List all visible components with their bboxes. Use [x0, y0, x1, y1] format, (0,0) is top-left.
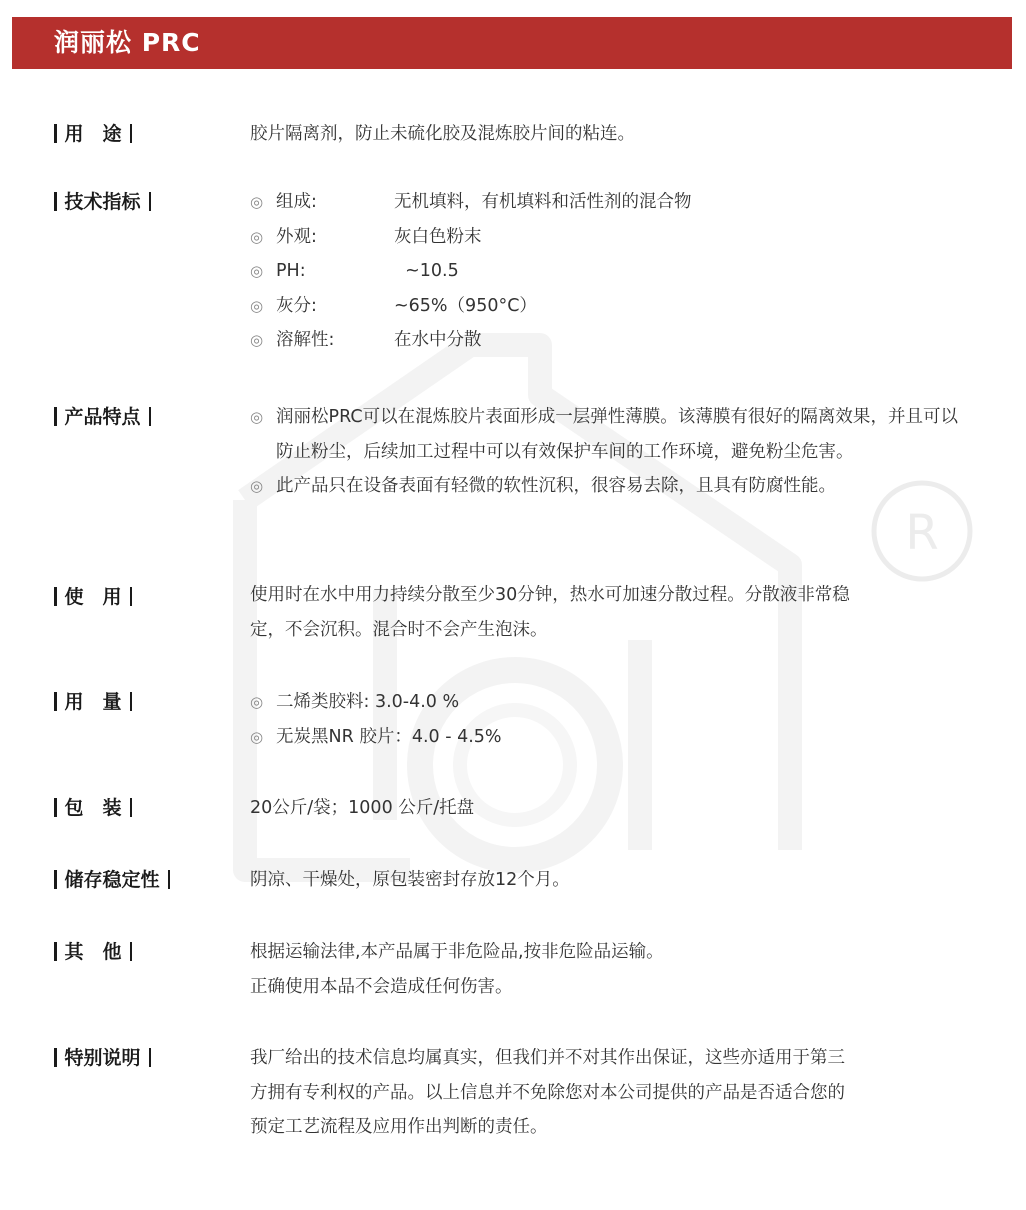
feature-item: ◎ 此产品只在设备表面有轻微的软性沉积，很容易去除，且具有防腐性能。	[250, 469, 958, 504]
dosage-item: ◎ 二烯类胶料: 3.0-4.0 %	[250, 685, 962, 720]
title-banner	[12, 17, 1012, 69]
feature-item: ◎ 润丽松PRC可以在混炼胶片表面形成一层弹性薄膜。该薄膜有很好的隔离效果，并且可以防止粉尘，后续加工过程中可以有效保护车间的工作环境，避免粉尘危害。	[250, 400, 958, 469]
double-circle-icon: ◎	[250, 727, 264, 746]
spec-item: ◎ PH: ~10.5	[250, 254, 962, 289]
double-circle-icon: ◎	[250, 408, 264, 426]
double-circle-icon: ◎	[250, 477, 264, 495]
double-circle-icon: ◎	[250, 262, 264, 280]
double-circle-icon: ◎	[250, 227, 264, 246]
spec-item: ◎ 组成: 无机填料，有机填料和活性剂的混合物	[250, 185, 962, 220]
section-label: 其 他	[54, 937, 132, 967]
label-right-bar	[130, 124, 133, 143]
use-content: 使用时在水中用力持续分散至少30分钟，热水可加速分散过程。分散液非常稳 定，不会沉积。混合时不会产生泡沫。	[250, 585, 850, 640]
spec-item: ◎ 溶解性: 在水中分散	[250, 323, 962, 358]
storage-content: 阴凉、干燥处，原包装密封存放12个月。	[250, 870, 570, 890]
usage-content: 胶片隔离剂，防止未硫化胶及混炼胶片间的粘连。	[250, 124, 635, 144]
svg-text:R: R	[905, 505, 939, 561]
section-label: 用 量	[54, 687, 132, 717]
other-content: 根据运输法律,本产品属于非危险品,按非危险品运输。 正确使用本品不会造成任何伤害。	[250, 942, 664, 997]
section-label: 使 用	[54, 582, 132, 612]
features-list	[250, 400, 958, 504]
section-label: 技术指标	[54, 187, 151, 217]
double-circle-icon: ◎	[250, 331, 264, 349]
section-label: 特别说明	[54, 1043, 151, 1073]
packing-content: 20公斤/袋；1000 公斤/托盘	[250, 798, 475, 818]
label-left-bar	[54, 124, 57, 143]
spec-item: ◎ 外观: 灰白色粉末	[250, 220, 962, 255]
section-label: 包 装	[54, 793, 132, 823]
section-label: 储存稳定性	[54, 865, 170, 895]
spec-item: ◎ 灰分: ~65%（950°C）	[250, 289, 962, 324]
double-circle-icon: ◎	[250, 296, 264, 315]
dosage-item: ◎ 无炭黑NR 胶片：4.0 - 4.5%	[250, 720, 962, 755]
double-circle-icon: ◎	[250, 693, 264, 711]
dosage-list	[250, 685, 962, 754]
product-title: 润丽松 PRC	[54, 28, 201, 57]
specs-list	[250, 185, 962, 358]
section-label: 用 途	[54, 119, 132, 149]
double-circle-icon: ◎	[250, 193, 264, 211]
note-content: 我厂给出的技术信息均属真实，但我们并不对其作出保证，这些亦适用于第三 方拥有专利权的产品。以上信息并不免除您对本公司提供的产品是否适合您的 预定工艺流程及应用作出判断的责任。	[250, 1048, 845, 1137]
section-label: 产品特点	[54, 402, 151, 432]
